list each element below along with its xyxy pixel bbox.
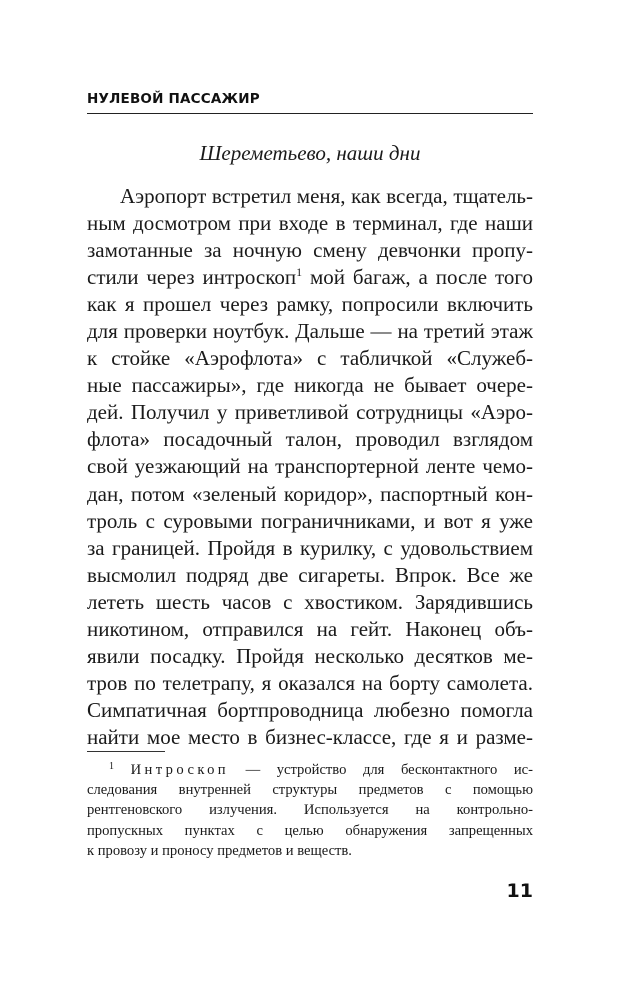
footnote-line-part: — устройство для бесконтактного ис- [245,762,534,778]
footnote-line: следования внутренней структуры предметов с помощью [87,782,533,799]
footnote [87,760,533,861]
body-line: свой уезжающий на транспортерной ленте чемо- [87,454,533,479]
body-text [87,183,533,751]
body-line: лететь шесть часов с хвостиком. Зарядившись [87,589,533,614]
body-line: к стойке «Аэрофлота» с табличкой «Служеб- [87,346,533,371]
body-line-part: стили через интроскоп [87,265,297,290]
page-number: 11 [506,880,533,902]
chapter-title: Шереметьево, наши дни [199,141,421,165]
body-line: флота» посадочный талон, проводил взглядом [87,427,533,452]
header-rule [87,113,533,114]
body-line: ным досмотром при входе в терминал, где наши [87,211,533,236]
body-line: замотанные за ночную смену девчонки пропу- [87,238,533,263]
body-line: Аэропорт встретил меня, как всегда, тщатель- [120,184,533,208]
running-header: НУЛЕВОЙ ПАССАЖИР [87,91,260,107]
body-line: дей. Получил у приветливой сотрудницы «Аэро- [87,400,533,425]
body-line: дан, потом «зеленый коридор», паспортный кон- [87,481,533,506]
footnote-rule [87,751,165,752]
footnote-line: к провозу и проносу предметов и веществ. [87,842,352,859]
body-line: высмолил подряд две сигареты. Впрок. Все же [87,562,533,587]
footnote-reference: 1 [296,265,303,280]
footnote-mark: 1 [109,761,114,772]
body-line: для проверки ноутбук. Дальше — на третий этаж [87,319,533,344]
body-line: Симпатичная бортпроводница любезно помогла [87,697,533,722]
body-line: за границей. Пройдя в курилку, с удовольствием [87,535,533,560]
body-line: явили посадку. Пройдя несколько десятков ме- [87,643,533,668]
footnote-line [87,760,533,780]
footnote-line: пропускных пунктах с целью обнаружения запрещенных [87,822,533,839]
body-line: ные пассажиры», где никогда не бывает очере- [87,373,533,398]
footnote-term: Интроскоп [130,762,229,778]
footnote-line: рентгеновского излучения. Используется на контрольно- [87,802,533,819]
body-line-with-footnote [87,264,533,291]
body-line: тров по телетрапу, я оказался на борту самолета. [87,670,533,695]
body-line: троль с суровыми пограничниками, и вот я уже [87,508,533,533]
body-line-part: мой багаж, а после того [310,265,533,290]
body-line: никотином, отправился на гейт. Наконец объ- [87,616,533,641]
body-line: как я прошел через рамку, попросили включить [87,292,533,317]
body-line: найти мое место в бизнес-классе, где я и разме- [87,724,533,749]
